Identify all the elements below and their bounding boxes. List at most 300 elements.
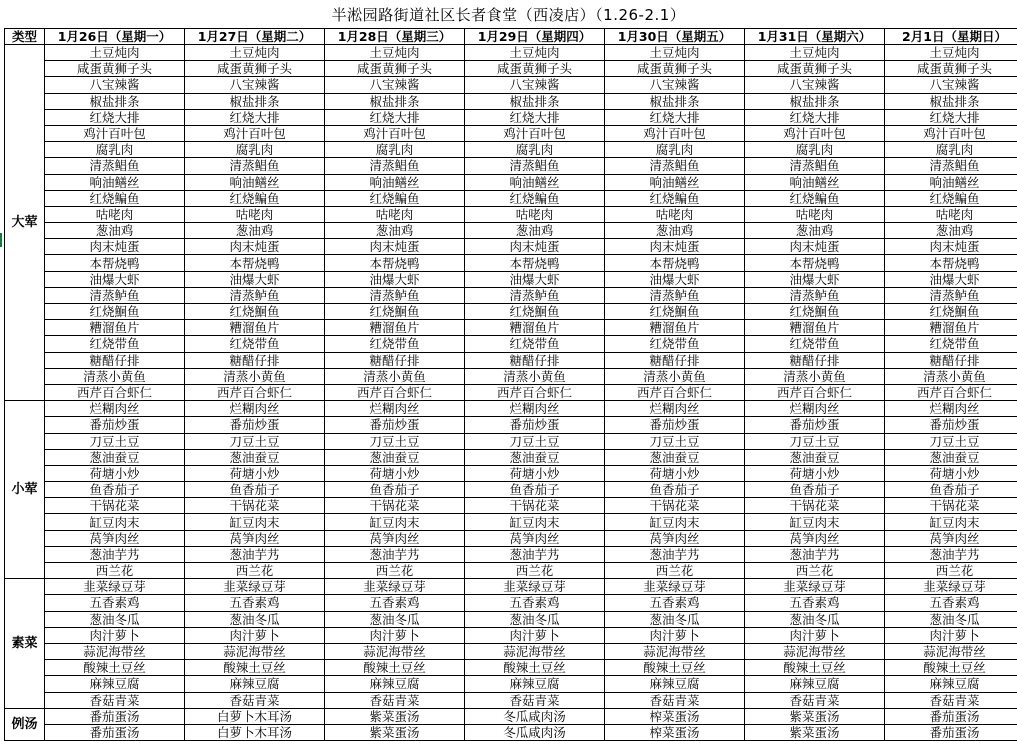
dish-cell[interactable]: 干锅花菜 bbox=[325, 498, 465, 514]
dish-cell[interactable]: 八宝辣酱 bbox=[185, 77, 325, 93]
dish-cell[interactable]: 西兰花 bbox=[745, 563, 885, 579]
type-column-header[interactable]: 类型 bbox=[5, 29, 45, 45]
dish-cell[interactable]: 咸蛋黄狮子头 bbox=[45, 61, 185, 77]
dish-cell[interactable]: 干锅花菜 bbox=[885, 498, 1017, 514]
dish-cell[interactable]: 清蒸鲳鱼 bbox=[45, 158, 185, 174]
dish-cell[interactable]: 八宝辣酱 bbox=[325, 77, 465, 93]
dish-cell[interactable]: 腐乳肉 bbox=[605, 142, 745, 158]
dish-cell[interactable]: 咸蛋黄狮子头 bbox=[745, 61, 885, 77]
dish-cell[interactable]: 韭菜绿豆芽 bbox=[605, 579, 745, 595]
dish-cell[interactable]: 西兰花 bbox=[45, 563, 185, 579]
dish-cell[interactable]: 椒盐排条 bbox=[185, 93, 325, 109]
dish-cell[interactable]: 蒜泥海带丝 bbox=[325, 643, 465, 659]
dish-cell[interactable]: 蒜泥海带丝 bbox=[185, 643, 325, 659]
dish-cell[interactable]: 红烧带鱼 bbox=[45, 336, 185, 352]
dish-cell[interactable]: 莴笋肉丝 bbox=[885, 530, 1017, 546]
dish-cell[interactable]: 红烧鮰鱼 bbox=[325, 304, 465, 320]
dish-cell[interactable]: 鸡汁百叶包 bbox=[745, 125, 885, 141]
dish-cell[interactable]: 糖醋仔排 bbox=[465, 352, 605, 368]
dish-cell[interactable]: 油爆大虾 bbox=[605, 271, 745, 287]
dish-cell[interactable]: 糖醋仔排 bbox=[605, 352, 745, 368]
dish-cell[interactable]: 肉末炖蛋 bbox=[325, 239, 465, 255]
dish-cell[interactable]: 咕咾肉 bbox=[605, 206, 745, 222]
dish-cell[interactable]: 腐乳肉 bbox=[885, 142, 1017, 158]
dish-cell[interactable]: 清蒸鲳鱼 bbox=[885, 158, 1017, 174]
dish-cell[interactable]: 荷塘小炒 bbox=[465, 465, 605, 481]
dish-cell[interactable]: 肉末炖蛋 bbox=[605, 239, 745, 255]
dish-cell[interactable]: 红烧鳊鱼 bbox=[325, 190, 465, 206]
dish-cell[interactable]: 葱油鸡 bbox=[45, 223, 185, 239]
dish-cell[interactable]: 西芹百合虾仁 bbox=[605, 384, 745, 400]
dish-cell[interactable]: 椒盐排条 bbox=[45, 93, 185, 109]
dish-cell[interactable]: 干锅花菜 bbox=[745, 498, 885, 514]
dish-cell[interactable]: 葱油蚕豆 bbox=[325, 449, 465, 465]
dish-cell[interactable]: 咸蛋黄狮子头 bbox=[885, 61, 1017, 77]
dish-cell[interactable]: 八宝辣酱 bbox=[45, 77, 185, 93]
dish-cell[interactable]: 腐乳肉 bbox=[325, 142, 465, 158]
dish-cell[interactable]: 榨菜蛋汤 bbox=[605, 724, 745, 740]
dish-cell[interactable]: 刀豆土豆 bbox=[605, 433, 745, 449]
dish-cell[interactable]: 酸辣土豆丝 bbox=[185, 660, 325, 676]
dish-cell[interactable]: 葱油蚕豆 bbox=[745, 449, 885, 465]
dish-cell[interactable]: 红烧鳊鱼 bbox=[45, 190, 185, 206]
dish-cell[interactable]: 葱油冬瓜 bbox=[185, 611, 325, 627]
dish-cell[interactable]: 西兰花 bbox=[885, 563, 1017, 579]
dish-cell[interactable]: 腐乳肉 bbox=[45, 142, 185, 158]
dish-cell[interactable]: 红烧带鱼 bbox=[605, 336, 745, 352]
dish-cell[interactable]: 荷塘小炒 bbox=[45, 465, 185, 481]
dish-cell[interactable]: 肉汁萝卜 bbox=[605, 627, 745, 643]
dish-cell[interactable]: 土豆炖肉 bbox=[745, 45, 885, 61]
dish-cell[interactable]: 本帮烧鸭 bbox=[605, 255, 745, 271]
dish-cell[interactable]: 葱油蚕豆 bbox=[885, 449, 1017, 465]
dish-cell[interactable]: 红烧大排 bbox=[605, 109, 745, 125]
dish-cell[interactable]: 鱼香茄子 bbox=[45, 482, 185, 498]
dish-cell[interactable]: 清蒸小黄鱼 bbox=[185, 368, 325, 384]
dish-cell[interactable]: 葱油鸡 bbox=[745, 223, 885, 239]
dish-cell[interactable]: 糖醋仔排 bbox=[325, 352, 465, 368]
dish-cell[interactable]: 响油鳝丝 bbox=[745, 174, 885, 190]
dish-cell[interactable]: 油爆大虾 bbox=[45, 271, 185, 287]
dish-cell[interactable]: 番茄炒蛋 bbox=[45, 417, 185, 433]
dish-cell[interactable]: 咸蛋黄狮子头 bbox=[185, 61, 325, 77]
dish-cell[interactable]: 韭菜绿豆芽 bbox=[745, 579, 885, 595]
dish-cell[interactable]: 土豆炖肉 bbox=[885, 45, 1017, 61]
dish-cell[interactable]: 红烧鮰鱼 bbox=[45, 304, 185, 320]
dish-cell[interactable]: 葱油鸡 bbox=[325, 223, 465, 239]
dish-cell[interactable]: 红烧鳊鱼 bbox=[185, 190, 325, 206]
dish-cell[interactable]: 香菇青菜 bbox=[465, 692, 605, 708]
dish-cell[interactable]: 红烧鮰鱼 bbox=[745, 304, 885, 320]
dish-cell[interactable]: 西芹百合虾仁 bbox=[45, 384, 185, 400]
dish-cell[interactable]: 葱油芋艿 bbox=[465, 546, 605, 562]
dish-cell[interactable]: 肉汁萝卜 bbox=[885, 627, 1017, 643]
dish-cell[interactable]: 麻辣豆腐 bbox=[185, 676, 325, 692]
dish-cell[interactable]: 缸豆肉末 bbox=[45, 514, 185, 530]
dish-cell[interactable]: 土豆炖肉 bbox=[325, 45, 465, 61]
dish-cell[interactable]: 鸡汁百叶包 bbox=[885, 125, 1017, 141]
dish-cell[interactable]: 酸辣土豆丝 bbox=[745, 660, 885, 676]
dish-cell[interactable]: 莴笋肉丝 bbox=[45, 530, 185, 546]
dish-cell[interactable]: 刀豆土豆 bbox=[885, 433, 1017, 449]
dish-cell[interactable]: 红烧带鱼 bbox=[745, 336, 885, 352]
dish-cell[interactable]: 番茄炒蛋 bbox=[885, 417, 1017, 433]
dish-cell[interactable]: 咸蛋黄狮子头 bbox=[605, 61, 745, 77]
dish-cell[interactable]: 响油鳝丝 bbox=[465, 174, 605, 190]
dish-cell[interactable]: 紫菜蛋汤 bbox=[325, 708, 465, 724]
dish-cell[interactable]: 葱油芋艿 bbox=[185, 546, 325, 562]
dish-cell[interactable]: 烂糊肉丝 bbox=[745, 401, 885, 417]
dish-cell[interactable]: 椒盐排条 bbox=[745, 93, 885, 109]
dish-cell[interactable]: 葱油蚕豆 bbox=[605, 449, 745, 465]
dish-cell[interactable]: 响油鳝丝 bbox=[185, 174, 325, 190]
dish-cell[interactable]: 缸豆肉末 bbox=[185, 514, 325, 530]
dish-cell[interactable]: 紫菜蛋汤 bbox=[325, 724, 465, 740]
dish-cell[interactable]: 红烧鮰鱼 bbox=[465, 304, 605, 320]
dish-cell[interactable]: 莴笋肉丝 bbox=[605, 530, 745, 546]
dish-cell[interactable]: 本帮烧鸭 bbox=[745, 255, 885, 271]
dish-cell[interactable]: 荷塘小炒 bbox=[885, 465, 1017, 481]
dish-cell[interactable]: 五香素鸡 bbox=[885, 595, 1017, 611]
category-cell[interactable]: 大荤 bbox=[5, 45, 45, 401]
dish-cell[interactable]: 红烧鮰鱼 bbox=[605, 304, 745, 320]
dish-cell[interactable]: 烂糊肉丝 bbox=[605, 401, 745, 417]
dish-cell[interactable]: 糟溜鱼片 bbox=[885, 320, 1017, 336]
dish-cell[interactable]: 紫菜蛋汤 bbox=[745, 708, 885, 724]
dish-cell[interactable]: 缸豆肉末 bbox=[325, 514, 465, 530]
dish-cell[interactable]: 香菇青菜 bbox=[45, 692, 185, 708]
dish-cell[interactable]: 烂糊肉丝 bbox=[465, 401, 605, 417]
dish-cell[interactable]: 蒜泥海带丝 bbox=[745, 643, 885, 659]
dish-cell[interactable]: 肉末炖蛋 bbox=[45, 239, 185, 255]
dish-cell[interactable]: 清蒸鲈鱼 bbox=[325, 287, 465, 303]
dish-cell[interactable]: 红烧鳊鱼 bbox=[605, 190, 745, 206]
dish-cell[interactable]: 红烧鳊鱼 bbox=[745, 190, 885, 206]
dish-cell[interactable]: 清蒸鲳鱼 bbox=[185, 158, 325, 174]
dish-cell[interactable]: 荷塘小炒 bbox=[325, 465, 465, 481]
dish-cell[interactable]: 紫菜蛋汤 bbox=[745, 724, 885, 740]
day-column-header[interactable]: 1月30日（星期五） bbox=[605, 29, 745, 45]
dish-cell[interactable]: 本帮烧鸭 bbox=[465, 255, 605, 271]
dish-cell[interactable]: 葱油蚕豆 bbox=[185, 449, 325, 465]
dish-cell[interactable]: 清蒸鲈鱼 bbox=[745, 287, 885, 303]
dish-cell[interactable]: 烂糊肉丝 bbox=[45, 401, 185, 417]
dish-cell[interactable]: 干锅花菜 bbox=[45, 498, 185, 514]
dish-cell[interactable]: 本帮烧鸭 bbox=[325, 255, 465, 271]
dish-cell[interactable]: 蒜泥海带丝 bbox=[605, 643, 745, 659]
dish-cell[interactable]: 葱油冬瓜 bbox=[465, 611, 605, 627]
dish-cell[interactable]: 腐乳肉 bbox=[745, 142, 885, 158]
dish-cell[interactable]: 韭菜绿豆芽 bbox=[465, 579, 605, 595]
dish-cell[interactable]: 油爆大虾 bbox=[885, 271, 1017, 287]
dish-cell[interactable]: 红烧鳊鱼 bbox=[465, 190, 605, 206]
dish-cell[interactable]: 红烧带鱼 bbox=[465, 336, 605, 352]
dish-cell[interactable]: 鱼香茄子 bbox=[325, 482, 465, 498]
dish-cell[interactable]: 鸡汁百叶包 bbox=[325, 125, 465, 141]
dish-cell[interactable]: 酸辣土豆丝 bbox=[325, 660, 465, 676]
dish-cell[interactable]: 荷塘小炒 bbox=[185, 465, 325, 481]
dish-cell[interactable]: 清蒸鲈鱼 bbox=[465, 287, 605, 303]
dish-cell[interactable]: 咸蛋黄狮子头 bbox=[325, 61, 465, 77]
dish-cell[interactable]: 响油鳝丝 bbox=[325, 174, 465, 190]
dish-cell[interactable]: 缸豆肉末 bbox=[605, 514, 745, 530]
dish-cell[interactable]: 酸辣土豆丝 bbox=[45, 660, 185, 676]
dish-cell[interactable]: 番茄炒蛋 bbox=[325, 417, 465, 433]
dish-cell[interactable]: 榨菜蛋汤 bbox=[605, 708, 745, 724]
dish-cell[interactable]: 咕咾肉 bbox=[325, 206, 465, 222]
dish-cell[interactable]: 咕咾肉 bbox=[465, 206, 605, 222]
dish-cell[interactable]: 清蒸小黄鱼 bbox=[325, 368, 465, 384]
dish-cell[interactable]: 肉汁萝卜 bbox=[745, 627, 885, 643]
dish-cell[interactable]: 本帮烧鸭 bbox=[185, 255, 325, 271]
day-column-header[interactable]: 1月28日（星期三） bbox=[325, 29, 465, 45]
dish-cell[interactable]: 麻辣豆腐 bbox=[605, 676, 745, 692]
category-cell[interactable]: 小荤 bbox=[5, 401, 45, 579]
dish-cell[interactable]: 葱油冬瓜 bbox=[605, 611, 745, 627]
dish-cell[interactable]: 清蒸鲳鱼 bbox=[745, 158, 885, 174]
dish-cell[interactable]: 清蒸小黄鱼 bbox=[45, 368, 185, 384]
dish-cell[interactable]: 鸡汁百叶包 bbox=[465, 125, 605, 141]
dish-cell[interactable]: 干锅花菜 bbox=[605, 498, 745, 514]
dish-cell[interactable]: 葱油鸡 bbox=[605, 223, 745, 239]
dish-cell[interactable]: 土豆炖肉 bbox=[465, 45, 605, 61]
dish-cell[interactable]: 葱油鸡 bbox=[885, 223, 1017, 239]
dish-cell[interactable]: 油爆大虾 bbox=[745, 271, 885, 287]
dish-cell[interactable]: 清蒸鲈鱼 bbox=[45, 287, 185, 303]
dish-cell[interactable]: 土豆炖肉 bbox=[605, 45, 745, 61]
dish-cell[interactable]: 清蒸鲈鱼 bbox=[885, 287, 1017, 303]
dish-cell[interactable]: 香菇青菜 bbox=[185, 692, 325, 708]
dish-cell[interactable]: 番茄蛋汤 bbox=[885, 708, 1017, 724]
dish-cell[interactable]: 荷塘小炒 bbox=[605, 465, 745, 481]
dish-cell[interactable]: 红烧大排 bbox=[465, 109, 605, 125]
dish-cell[interactable]: 油爆大虾 bbox=[185, 271, 325, 287]
dish-cell[interactable]: 韭菜绿豆芽 bbox=[885, 579, 1017, 595]
dish-cell[interactable]: 鱼香茄子 bbox=[465, 482, 605, 498]
dish-cell[interactable]: 清蒸小黄鱼 bbox=[605, 368, 745, 384]
dish-cell[interactable]: 白萝卜木耳汤 bbox=[185, 724, 325, 740]
dish-cell[interactable]: 红烧大排 bbox=[45, 109, 185, 125]
dish-cell[interactable]: 红烧带鱼 bbox=[185, 336, 325, 352]
dish-cell[interactable]: 五香素鸡 bbox=[465, 595, 605, 611]
dish-cell[interactable]: 西芹百合虾仁 bbox=[745, 384, 885, 400]
dish-cell[interactable]: 红烧鳊鱼 bbox=[885, 190, 1017, 206]
dish-cell[interactable]: 葱油芋艿 bbox=[605, 546, 745, 562]
dish-cell[interactable]: 酸辣土豆丝 bbox=[885, 660, 1017, 676]
dish-cell[interactable]: 红烧大排 bbox=[325, 109, 465, 125]
dish-cell[interactable]: 咸蛋黄狮子头 bbox=[465, 61, 605, 77]
dish-cell[interactable]: 蒜泥海带丝 bbox=[885, 643, 1017, 659]
dish-cell[interactable]: 糖醋仔排 bbox=[745, 352, 885, 368]
dish-cell[interactable]: 清蒸鲈鱼 bbox=[185, 287, 325, 303]
dish-cell[interactable]: 葱油鸡 bbox=[465, 223, 605, 239]
dish-cell[interactable]: 葱油芋艿 bbox=[745, 546, 885, 562]
dish-cell[interactable]: 五香素鸡 bbox=[45, 595, 185, 611]
dish-cell[interactable]: 清蒸小黄鱼 bbox=[885, 368, 1017, 384]
dish-cell[interactable]: 糟溜鱼片 bbox=[325, 320, 465, 336]
dish-cell[interactable]: 莴笋肉丝 bbox=[465, 530, 605, 546]
dish-cell[interactable]: 咕咾肉 bbox=[185, 206, 325, 222]
dish-cell[interactable]: 糟溜鱼片 bbox=[745, 320, 885, 336]
dish-cell[interactable]: 椒盐排条 bbox=[605, 93, 745, 109]
dish-cell[interactable]: 咕咾肉 bbox=[885, 206, 1017, 222]
dish-cell[interactable]: 八宝辣酱 bbox=[605, 77, 745, 93]
day-column-header[interactable]: 1月26日（星期一） bbox=[45, 29, 185, 45]
day-column-header[interactable]: 2月1日（星期日） bbox=[885, 29, 1017, 45]
dish-cell[interactable]: 麻辣豆腐 bbox=[325, 676, 465, 692]
dish-cell[interactable]: 葱油蚕豆 bbox=[45, 449, 185, 465]
dish-cell[interactable]: 西兰花 bbox=[185, 563, 325, 579]
dish-cell[interactable]: 肉汁萝卜 bbox=[465, 627, 605, 643]
dish-cell[interactable]: 刀豆土豆 bbox=[325, 433, 465, 449]
dish-cell[interactable]: 西芹百合虾仁 bbox=[465, 384, 605, 400]
dish-cell[interactable]: 刀豆土豆 bbox=[45, 433, 185, 449]
dish-cell[interactable]: 香菇青菜 bbox=[885, 692, 1017, 708]
dish-cell[interactable]: 葱油冬瓜 bbox=[745, 611, 885, 627]
dish-cell[interactable]: 西兰花 bbox=[465, 563, 605, 579]
day-column-header[interactable]: 1月31日（星期六） bbox=[745, 29, 885, 45]
dish-cell[interactable]: 鸡汁百叶包 bbox=[185, 125, 325, 141]
dish-cell[interactable]: 西芹百合虾仁 bbox=[325, 384, 465, 400]
dish-cell[interactable]: 刀豆土豆 bbox=[465, 433, 605, 449]
dish-cell[interactable]: 腐乳肉 bbox=[185, 142, 325, 158]
dish-cell[interactable]: 清蒸鲳鱼 bbox=[465, 158, 605, 174]
dish-cell[interactable]: 冬瓜咸肉汤 bbox=[465, 708, 605, 724]
dish-cell[interactable]: 腐乳肉 bbox=[465, 142, 605, 158]
dish-cell[interactable]: 西兰花 bbox=[605, 563, 745, 579]
dish-cell[interactable]: 酸辣土豆丝 bbox=[605, 660, 745, 676]
dish-cell[interactable]: 土豆炖肉 bbox=[185, 45, 325, 61]
dish-cell[interactable]: 椒盐排条 bbox=[325, 93, 465, 109]
dish-cell[interactable]: 油爆大虾 bbox=[325, 271, 465, 287]
dish-cell[interactable]: 肉汁萝卜 bbox=[185, 627, 325, 643]
dish-cell[interactable]: 八宝辣酱 bbox=[465, 77, 605, 93]
dish-cell[interactable]: 番茄蛋汤 bbox=[45, 708, 185, 724]
dish-cell[interactable]: 肉汁萝卜 bbox=[325, 627, 465, 643]
dish-cell[interactable]: 番茄蛋汤 bbox=[45, 724, 185, 740]
dish-cell[interactable]: 肉末炖蛋 bbox=[465, 239, 605, 255]
dish-cell[interactable]: 缸豆肉末 bbox=[745, 514, 885, 530]
dish-cell[interactable]: 肉末炖蛋 bbox=[745, 239, 885, 255]
dish-cell[interactable]: 响油鳝丝 bbox=[605, 174, 745, 190]
dish-cell[interactable]: 缸豆肉末 bbox=[465, 514, 605, 530]
dish-cell[interactable]: 响油鳝丝 bbox=[45, 174, 185, 190]
dish-cell[interactable]: 麻辣豆腐 bbox=[745, 676, 885, 692]
dish-cell[interactable]: 本帮烧鸭 bbox=[885, 255, 1017, 271]
dish-cell[interactable]: 肉汁萝卜 bbox=[45, 627, 185, 643]
dish-cell[interactable]: 番茄炒蛋 bbox=[605, 417, 745, 433]
category-cell[interactable]: 素菜 bbox=[5, 579, 45, 709]
dish-cell[interactable]: 鱼香茄子 bbox=[185, 482, 325, 498]
dish-cell[interactable]: 五香素鸡 bbox=[605, 595, 745, 611]
dish-cell[interactable]: 蒜泥海带丝 bbox=[45, 643, 185, 659]
dish-cell[interactable]: 酸辣土豆丝 bbox=[465, 660, 605, 676]
dish-cell[interactable]: 清蒸小黄鱼 bbox=[465, 368, 605, 384]
dish-cell[interactable]: 葱油鸡 bbox=[185, 223, 325, 239]
dish-cell[interactable]: 番茄炒蛋 bbox=[185, 417, 325, 433]
dish-cell[interactable]: 韭菜绿豆芽 bbox=[185, 579, 325, 595]
dish-cell[interactable]: 鱼香茄子 bbox=[745, 482, 885, 498]
dish-cell[interactable]: 五香素鸡 bbox=[185, 595, 325, 611]
dish-cell[interactable]: 葱油冬瓜 bbox=[885, 611, 1017, 627]
dish-cell[interactable]: 西芹百合虾仁 bbox=[885, 384, 1017, 400]
dish-cell[interactable]: 冬瓜咸肉汤 bbox=[465, 724, 605, 740]
dish-cell[interactable]: 红烧大排 bbox=[185, 109, 325, 125]
dish-cell[interactable]: 蒜泥海带丝 bbox=[465, 643, 605, 659]
dish-cell[interactable]: 椒盐排条 bbox=[465, 93, 605, 109]
dish-cell[interactable]: 肉末炖蛋 bbox=[185, 239, 325, 255]
dish-cell[interactable]: 清蒸鲳鱼 bbox=[605, 158, 745, 174]
dish-cell[interactable]: 糖醋仔排 bbox=[885, 352, 1017, 368]
dish-cell[interactable]: 五香素鸡 bbox=[325, 595, 465, 611]
dish-cell[interactable]: 葱油芋艿 bbox=[885, 546, 1017, 562]
dish-cell[interactable]: 红烧带鱼 bbox=[885, 336, 1017, 352]
dish-cell[interactable]: 红烧大排 bbox=[745, 109, 885, 125]
dish-cell[interactable]: 红烧大排 bbox=[885, 109, 1017, 125]
dish-cell[interactable]: 香菇青菜 bbox=[745, 692, 885, 708]
dish-cell[interactable]: 油爆大虾 bbox=[465, 271, 605, 287]
dish-cell[interactable]: 荷塘小炒 bbox=[745, 465, 885, 481]
dish-cell[interactable]: 糟溜鱼片 bbox=[605, 320, 745, 336]
dish-cell[interactable]: 五香素鸡 bbox=[745, 595, 885, 611]
dish-cell[interactable]: 咕咾肉 bbox=[745, 206, 885, 222]
dish-cell[interactable]: 清蒸鲈鱼 bbox=[605, 287, 745, 303]
dish-cell[interactable]: 本帮烧鸭 bbox=[45, 255, 185, 271]
dish-cell[interactable]: 葱油冬瓜 bbox=[325, 611, 465, 627]
dish-cell[interactable]: 番茄蛋汤 bbox=[885, 724, 1017, 740]
dish-cell[interactable]: 红烧鮰鱼 bbox=[885, 304, 1017, 320]
dish-cell[interactable]: 糟溜鱼片 bbox=[45, 320, 185, 336]
dish-cell[interactable]: 葱油芋艿 bbox=[325, 546, 465, 562]
dish-cell[interactable]: 番茄炒蛋 bbox=[745, 417, 885, 433]
dish-cell[interactable]: 葱油冬瓜 bbox=[45, 611, 185, 627]
category-cell[interactable]: 例汤 bbox=[5, 708, 45, 740]
dish-cell[interactable]: 肉末炖蛋 bbox=[885, 239, 1017, 255]
dish-cell[interactable]: 椒盐排条 bbox=[885, 93, 1017, 109]
day-column-header[interactable]: 1月27日（星期二） bbox=[185, 29, 325, 45]
dish-cell[interactable]: 烂糊肉丝 bbox=[185, 401, 325, 417]
dish-cell[interactable]: 香菇青菜 bbox=[605, 692, 745, 708]
dish-cell[interactable]: 刀豆土豆 bbox=[185, 433, 325, 449]
day-column-header[interactable]: 1月29日（星期四） bbox=[465, 29, 605, 45]
dish-cell[interactable]: 鸡汁百叶包 bbox=[605, 125, 745, 141]
dish-cell[interactable]: 莴笋肉丝 bbox=[325, 530, 465, 546]
dish-cell[interactable]: 麻辣豆腐 bbox=[45, 676, 185, 692]
dish-cell[interactable]: 鱼香茄子 bbox=[885, 482, 1017, 498]
dish-cell[interactable]: 干锅花菜 bbox=[465, 498, 605, 514]
dish-cell[interactable]: 红烧带鱼 bbox=[325, 336, 465, 352]
dish-cell[interactable]: 糖醋仔排 bbox=[45, 352, 185, 368]
dish-cell[interactable]: 香菇青菜 bbox=[325, 692, 465, 708]
dish-cell[interactable]: 烂糊肉丝 bbox=[885, 401, 1017, 417]
dish-cell[interactable]: 土豆炖肉 bbox=[45, 45, 185, 61]
dish-cell[interactable]: 响油鳝丝 bbox=[885, 174, 1017, 190]
dish-cell[interactable]: 糖醋仔排 bbox=[185, 352, 325, 368]
dish-cell[interactable]: 麻辣豆腐 bbox=[885, 676, 1017, 692]
dish-cell[interactable]: 烂糊肉丝 bbox=[325, 401, 465, 417]
dish-cell[interactable]: 葱油芋艿 bbox=[45, 546, 185, 562]
dish-cell[interactable]: 韭菜绿豆芽 bbox=[325, 579, 465, 595]
dish-cell[interactable]: 缸豆肉末 bbox=[885, 514, 1017, 530]
dish-cell[interactable]: 麻辣豆腐 bbox=[465, 676, 605, 692]
dish-cell[interactable]: 干锅花菜 bbox=[185, 498, 325, 514]
dish-cell[interactable]: 莴笋肉丝 bbox=[185, 530, 325, 546]
dish-cell[interactable]: 西兰花 bbox=[325, 563, 465, 579]
dish-cell[interactable]: 清蒸小黄鱼 bbox=[745, 368, 885, 384]
dish-cell[interactable]: 八宝辣酱 bbox=[745, 77, 885, 93]
dish-cell[interactable]: 咕咾肉 bbox=[45, 206, 185, 222]
dish-cell[interactable]: 莴笋肉丝 bbox=[745, 530, 885, 546]
